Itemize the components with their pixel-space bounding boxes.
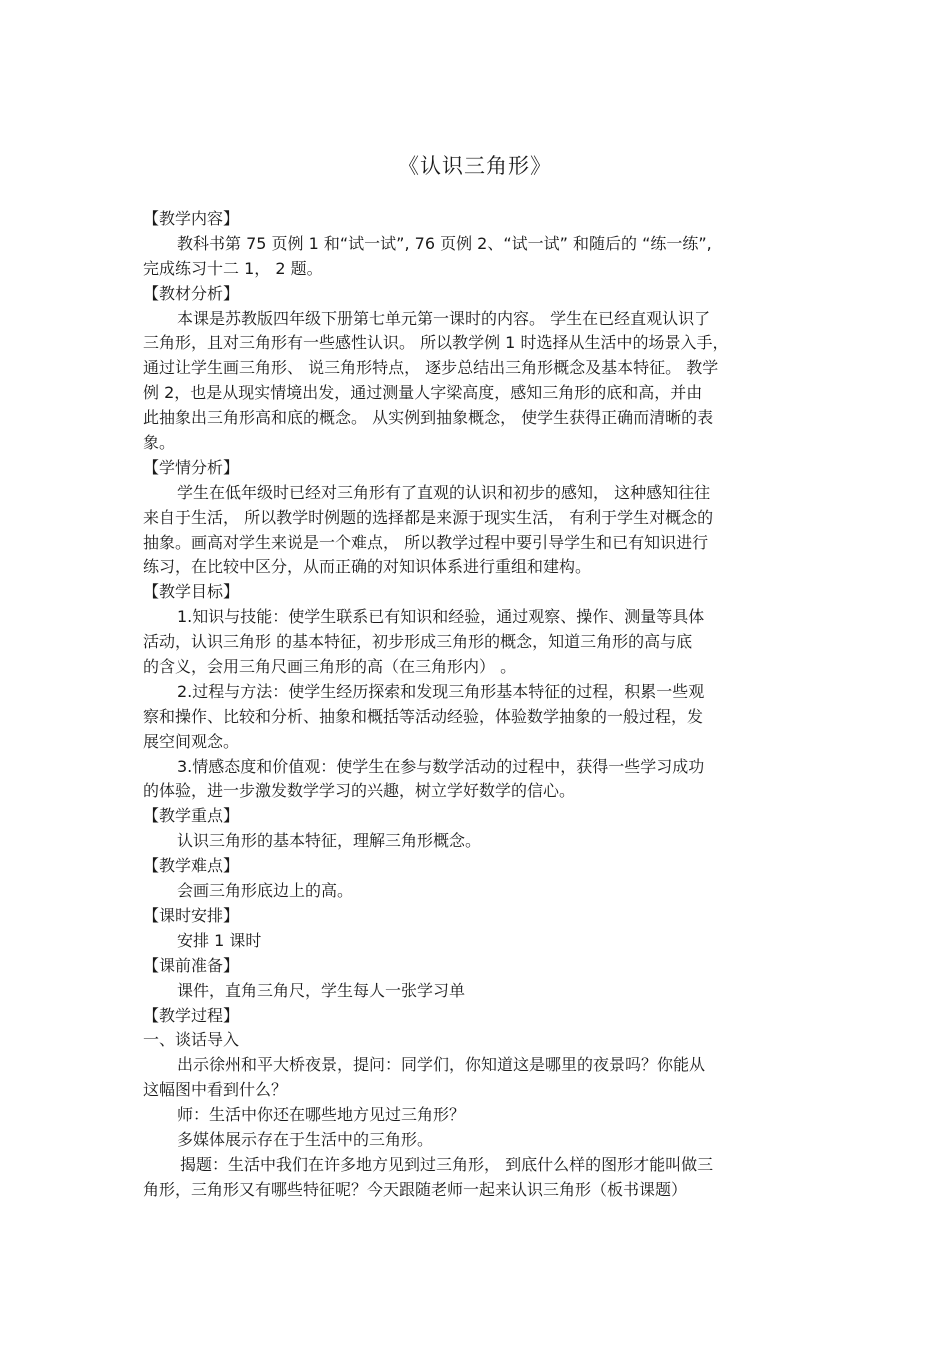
text-line: 本课是苏教版四年级下册第七单元第一课时的内容。 学生在已经直观认识了	[177, 308, 711, 328]
text-line: 角形，三角形又有哪些特征呢？今天跟随老师一起来认识三角形（板书课题）	[143, 1179, 688, 1199]
section-heading: 【课时安排】	[143, 905, 240, 925]
text-line: 多媒体展示存在于生活中的三角形。	[177, 1129, 434, 1149]
section-heading: 【教材分析】	[143, 283, 240, 303]
text-line: 完成练习十二 1， 2 题。	[143, 258, 323, 278]
text-line: 展空间观念。	[143, 731, 240, 751]
text-line: 学生在低年级时已经对三角形有了直观的认识和初步的感知， 这种感知往往	[177, 482, 711, 502]
text-line: 师：生活中你还在哪些地方见过三角形？	[177, 1105, 466, 1125]
text-line: 察和操作、比较和分析、抽象和概括等活动经验，体验数学抽象的一般过程，发	[143, 706, 704, 726]
section-heading: 【教学内容】	[143, 209, 240, 228]
section-heading: 【教学重点】	[143, 806, 240, 826]
text-line: 象。	[143, 433, 176, 453]
text-line: 2.过程与方法：使学生经历探索和发现三角形基本特征的过程，积累一些观	[177, 681, 705, 701]
text-line: 的体验，进一步激发数学学习的兴趣，树立学好数学的信心。	[143, 781, 576, 801]
text-line: 这幅图中看到什么？	[143, 1080, 288, 1100]
text-line: 三角形，且对三角形有一些感性认识。 所以教学例 1 时选择从生活中的场景入手，	[143, 333, 729, 353]
text-line: 一、谈话导入	[143, 1030, 240, 1050]
text-line: 1.知识与技能：使学生联系已有知识和经验，通过观察、操作、测量等具体	[177, 607, 705, 627]
document-body	[143, 207, 813, 1203]
text-line: 此抽象出三角形高和底的概念。 从实例到抽象概念， 使学生获得正确而清晰的表	[143, 408, 714, 428]
text-line: 课件，直角三角尺，学生每人一张学习单	[177, 980, 466, 1000]
text-line: 来自于生活， 所以教学时例题的选择都是来源于现实生活， 有利于学生对概念的	[143, 507, 714, 527]
text-line: 的含义，会用三角尺画三角形的高（在三角形内） 。	[143, 657, 517, 677]
text-line: 通过让学生画三角形、 说三角形特点， 逐步总结出三角形概念及基本特征。 教学	[143, 358, 719, 378]
section-heading: 【学情分析】	[143, 457, 240, 477]
text-line: 揭题：生活中我们在许多地方见到过三角形， 到底什么样的图形才能叫做三	[180, 1154, 714, 1174]
section-heading: 【教学目标】	[143, 582, 240, 602]
text-line: 3.情感态度和价值观：使学生在参与数学活动的过程中，获得一些学习成功	[177, 756, 705, 776]
text-line: 练习，在比较中区分，从而正确的对知识体系进行重组和建构。	[143, 557, 592, 577]
text-line: 教科书第 75 页例 1 和“试一试”, 76 页例 2、“试一试” 和随后的 “练一练”,	[177, 233, 712, 253]
text-line: 例 2，也是从现实情境出发，通过测量人字梁高度，感知三角形的底和高，并由	[143, 383, 703, 403]
text-line: 活动，认识三角形 的基本特征，初步形成三角形的概念，知道三角形的高与底	[143, 632, 693, 652]
text-line: 安排 1 课时	[177, 930, 262, 950]
text-line: 认识三角形的基本特征，理解三角形概念。	[177, 831, 482, 851]
section-heading: 【课前准备】	[143, 955, 240, 975]
text-line: 出示徐州和平大桥夜景，提问：同学们，你知道这是哪里的夜景吗？你能从	[177, 1055, 706, 1075]
text-line: 抽象。画高对学生来说是一个难点， 所以教学过程中要引导学生和已有知识进行	[143, 532, 709, 552]
document-title: 《认识三角形》	[398, 154, 552, 178]
section-heading: 【教学难点】	[143, 856, 240, 876]
section-heading: 【教学过程】	[143, 1005, 240, 1025]
text-line: 会画三角形底边上的高。	[177, 881, 354, 901]
